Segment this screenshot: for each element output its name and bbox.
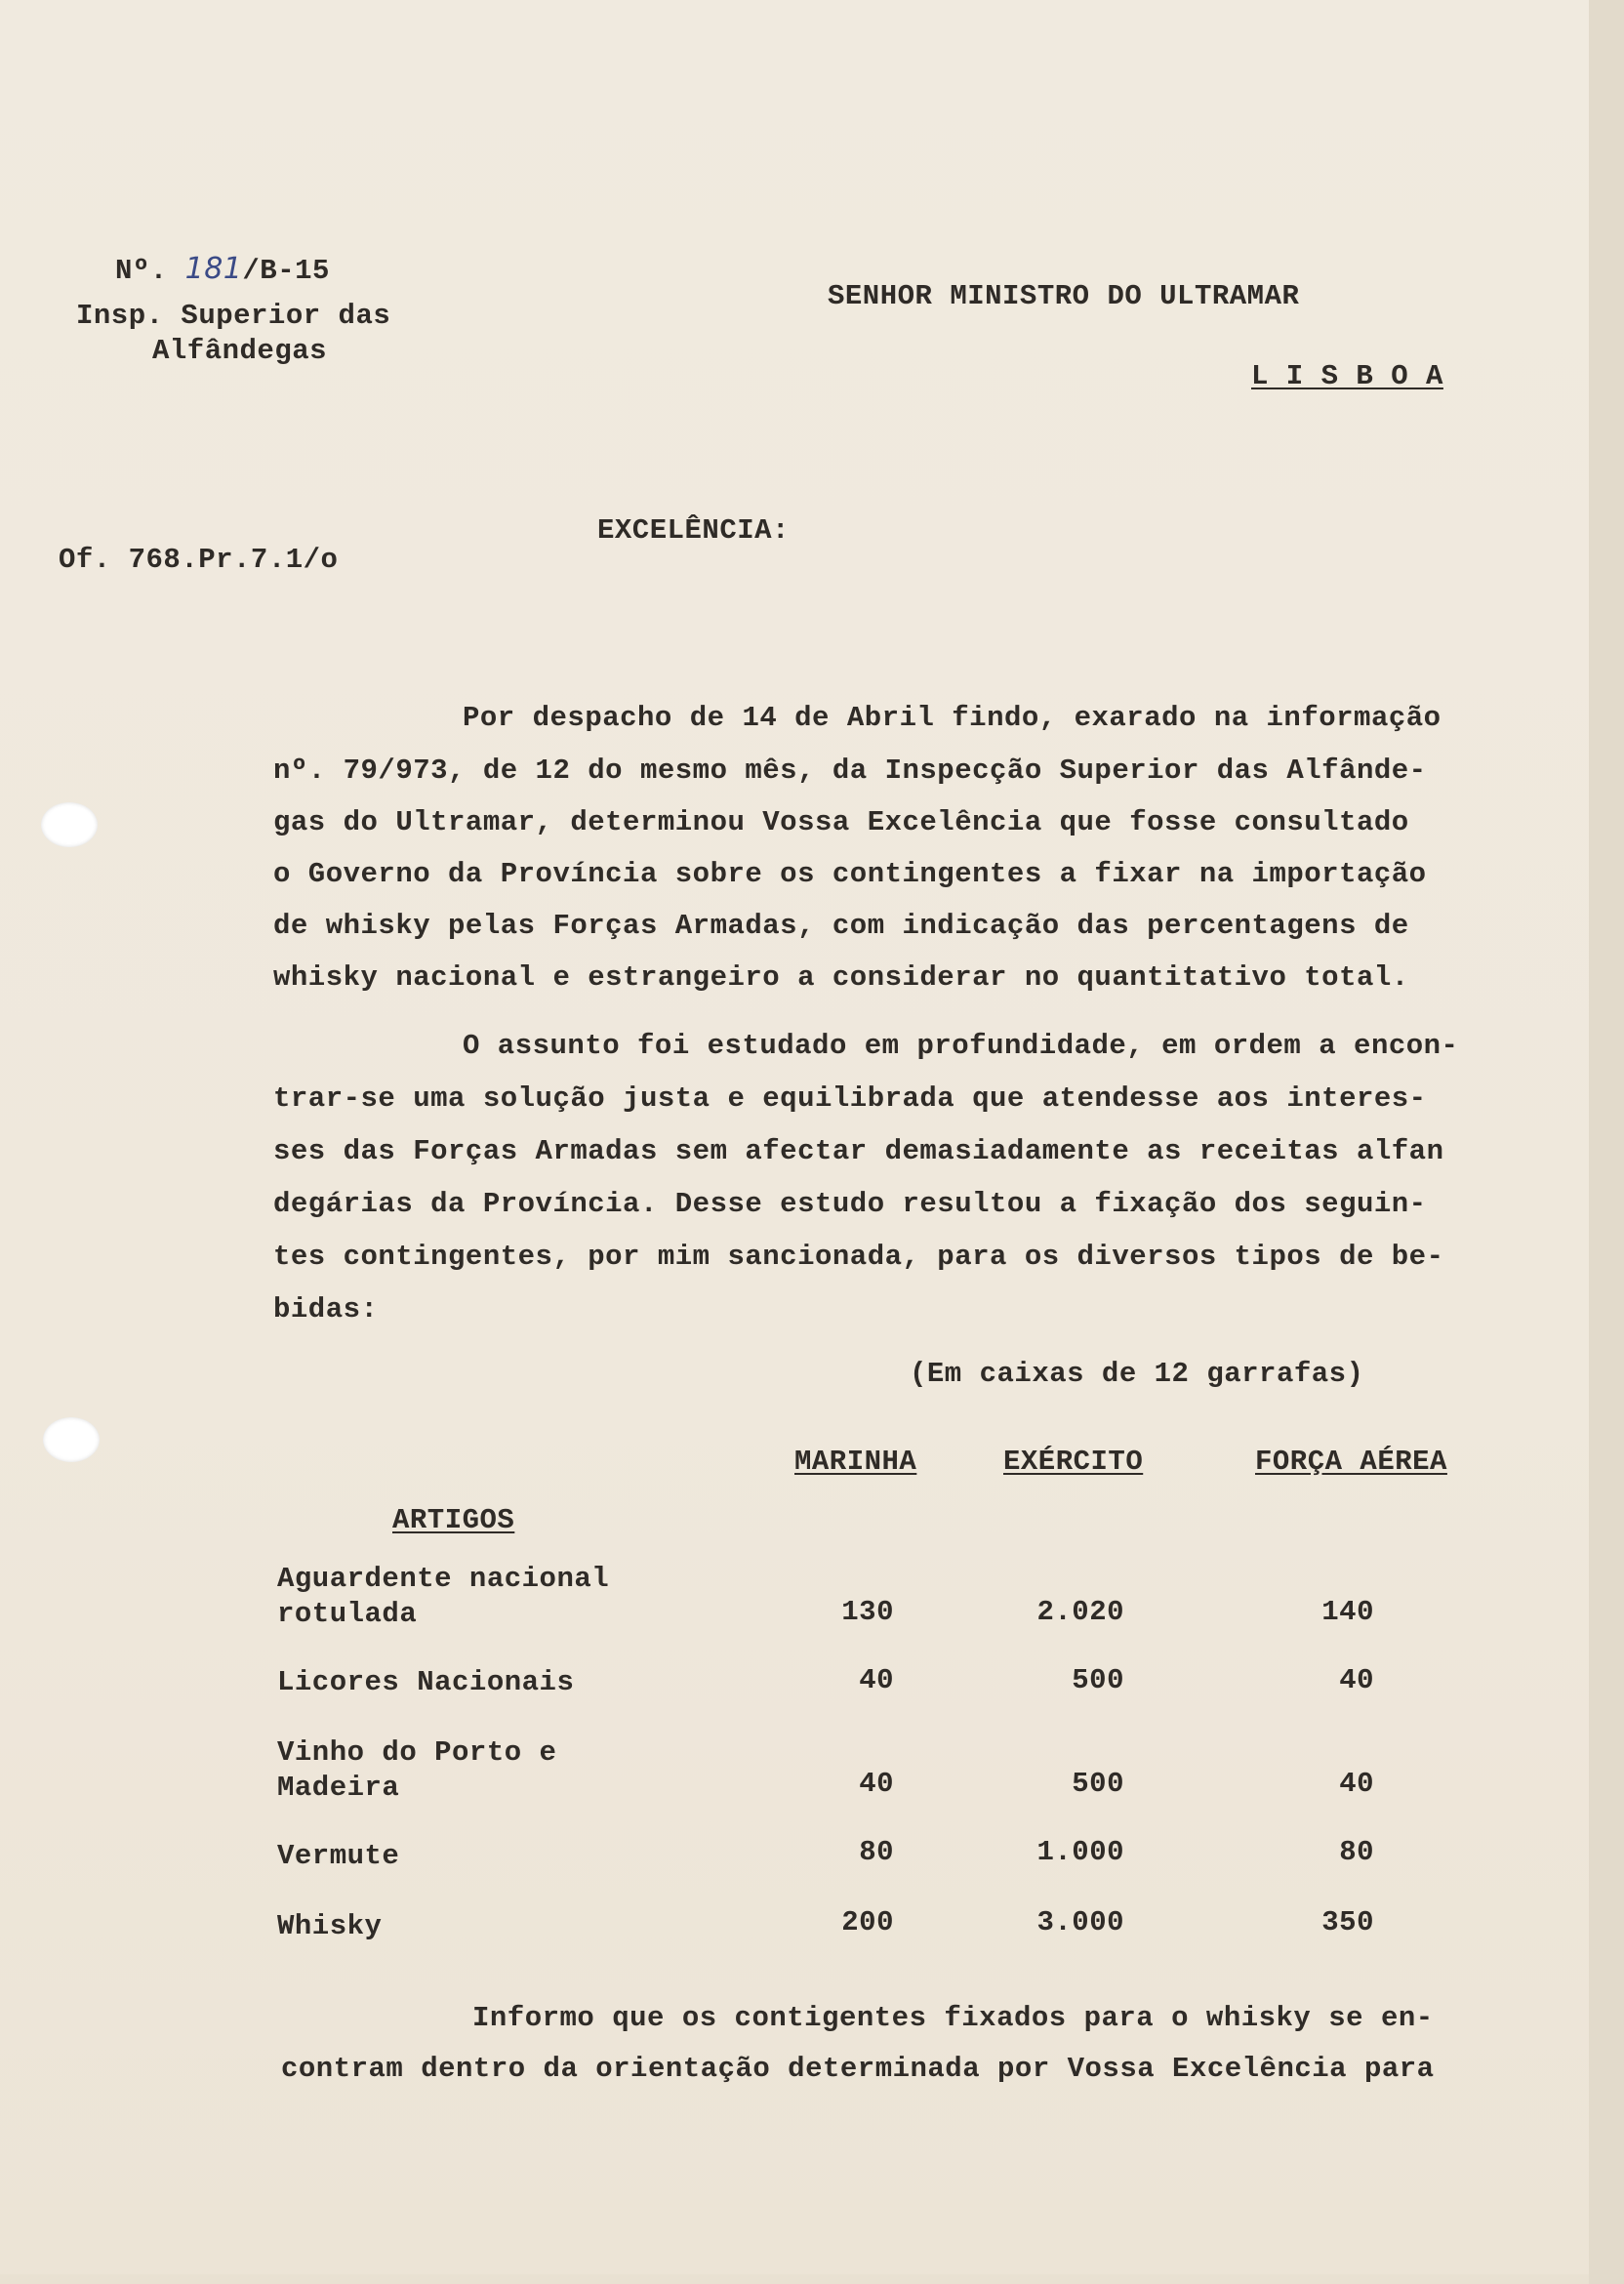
paragraph-1-line-1: Por despacho de 14 de Abril findo, exarado na informação xyxy=(463,702,1441,734)
punch-hole-bottom xyxy=(43,1417,100,1462)
department-line-2: Alfândegas xyxy=(152,335,328,367)
table-row-5-exercito: 3.000 xyxy=(1036,1906,1124,1938)
reference-handwritten: 181 xyxy=(184,252,243,286)
table-row-2-forca-aerea: 40 xyxy=(1339,1664,1374,1696)
paragraph-1-line-2: nº. 79/973, de 12 do mesmo mês, da Inspecção Superior das Alfânde- xyxy=(273,755,1427,787)
table-row-4-exercito: 1.000 xyxy=(1036,1836,1124,1868)
paragraph-1-line-4: o Governo da Província sobre os contingentes a fixar na importação xyxy=(273,858,1427,890)
paragraph-2-line-4: degárias da Província. Desse estudo resultou a fixação dos seguin- xyxy=(273,1188,1427,1220)
table-row-1-exercito: 2.020 xyxy=(1036,1596,1124,1628)
table-row-1-label-line-1: Aguardente nacional xyxy=(277,1563,610,1595)
reference-number xyxy=(115,252,330,289)
paragraph-1-line-5: de whisky pelas Forças Armadas, com indicação das percentagens de xyxy=(273,910,1409,942)
paragraph-2-line-3: ses das Forças Armadas sem afectar demasiadamente as receitas alfan xyxy=(273,1135,1444,1167)
table-row-5-forca-aerea: 350 xyxy=(1321,1906,1374,1938)
table-row-4-label: Vermute xyxy=(277,1840,400,1872)
paragraph-2-line-2: trar-se uma solução justa e equilibrada que atendesse aos interes- xyxy=(273,1082,1427,1115)
office-reference: Of. 768.Pr.7.1/o xyxy=(59,544,339,576)
closing-line-1: Informo que os contigentes fixados para o whisky se en- xyxy=(472,2002,1434,2034)
table-row-2-exercito: 500 xyxy=(1072,1664,1124,1696)
column-header-marinha: MARINHA xyxy=(794,1446,917,1478)
reference-prefix: Nº. xyxy=(115,255,168,287)
paragraph-1-line-3: gas do Ultramar, determinou Vossa Excelência que fosse consultado xyxy=(273,806,1409,838)
table-row-3-label-line-1: Vinho do Porto e xyxy=(277,1736,557,1769)
table-row-4-marinha: 80 xyxy=(859,1836,894,1868)
paragraph-1-line-6: whisky nacional e estrangeiro a considerar no quantitativo total. xyxy=(273,961,1409,994)
addressee-city: L I S B O A xyxy=(1251,360,1443,392)
column-header-exercito: EXÉRCITO xyxy=(1003,1446,1144,1478)
reference-suffix: /B-15 xyxy=(242,255,330,287)
table-row-3-marinha: 40 xyxy=(859,1768,894,1800)
table-row-5-marinha: 200 xyxy=(841,1906,894,1938)
department-line-1: Insp. Superior das xyxy=(76,300,391,332)
paragraph-2-line-5: tes contingentes, por mim sancionada, para os diversos tipos de be- xyxy=(273,1241,1444,1273)
page-edge xyxy=(1589,0,1624,2284)
table-row-1-marinha: 130 xyxy=(841,1596,894,1628)
table-row-1-label-line-2: rotulada xyxy=(277,1598,418,1630)
table-row-2-marinha: 40 xyxy=(859,1664,894,1696)
paragraph-2-line-6: bidas: xyxy=(273,1293,379,1326)
table-row-3-forca-aerea: 40 xyxy=(1339,1768,1374,1800)
addressee: SENHOR MINISTRO DO ULTRAMAR xyxy=(828,280,1300,312)
punch-hole-top xyxy=(41,802,98,847)
table-row-2-label: Licores Nacionais xyxy=(277,1666,575,1698)
table-row-1-forca-aerea: 140 xyxy=(1321,1596,1374,1628)
table-row-3-exercito: 500 xyxy=(1072,1768,1124,1800)
table-caption: (Em caixas de 12 garrafas) xyxy=(910,1358,1364,1390)
table-row-4-forca-aerea: 80 xyxy=(1339,1836,1374,1868)
salutation: EXCELÊNCIA: xyxy=(597,514,790,547)
closing-line-2: contram dentro da orientação determinada por Vossa Excelência para xyxy=(281,2053,1435,2085)
table-row-5-label: Whisky xyxy=(277,1910,383,1942)
paragraph-2-line-1: O assunto foi estudado em profundidade, em ordem a encon- xyxy=(463,1030,1459,1062)
column-header-artigos: ARTIGOS xyxy=(392,1504,515,1536)
table-row-3-label-line-2: Madeira xyxy=(277,1772,400,1804)
column-header-forca-aerea: FORÇA AÉREA xyxy=(1255,1446,1447,1478)
